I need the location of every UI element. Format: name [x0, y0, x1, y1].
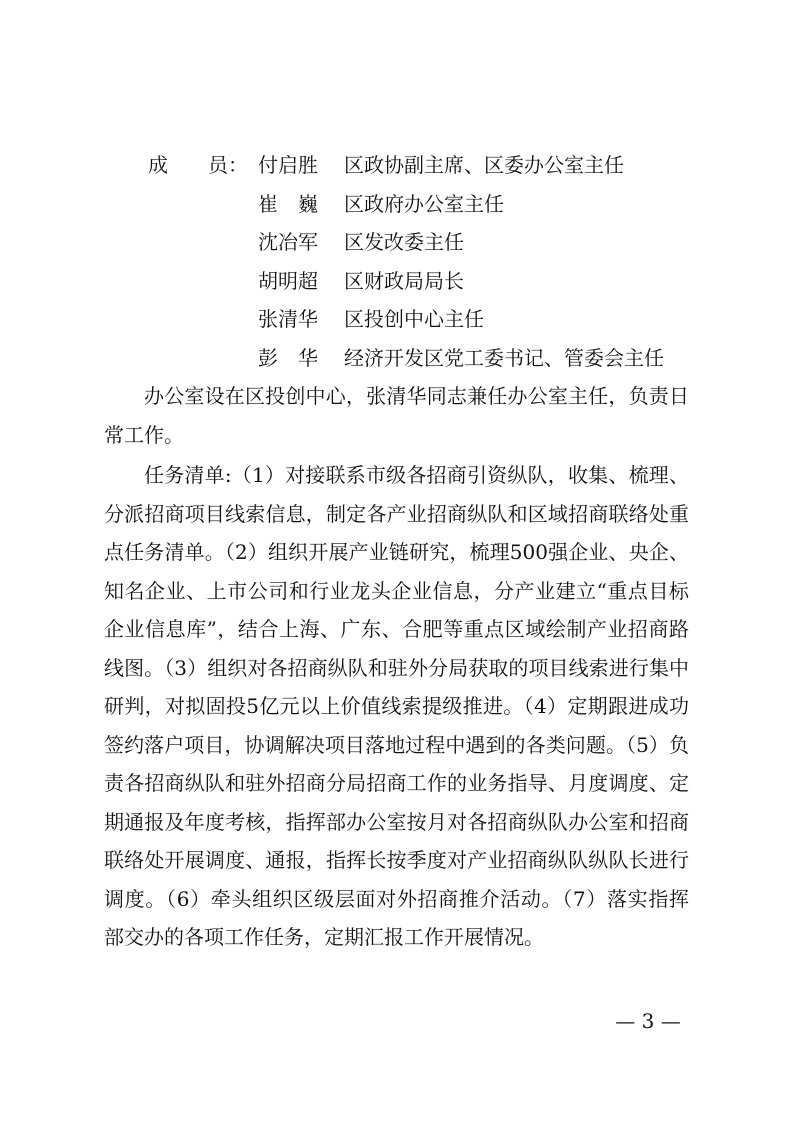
members-label-spacer [148, 300, 258, 339]
member-title: 区发改委主任 [344, 230, 464, 254]
task-list-paragraph: 任务清单:（1）对接联系市级各招商引资纵队，收集、梳理、分派招商项目线索信息，制定各产业招商纵队和区域招商联络处重点任务清单。（2）组织开展产业链研究，梳理500强企业、央企、知名企业、上市公司和行业龙头企业信息，分产业建立“重点目标企业信息库”，结合上海、广东、合肥等重点区域绘制产业招商路线图。（3）组织对各招商纵队和驻外分局获取的项目线索进行集中研判，对拟固投5亿元以上价值线索提级推进。（4）定期跟进成功签约落户项目，协调解决项目落地过程中遇到的各类问题。（5）负责各招商纵队和驻外招商分局招商工作的业务指导、月度调度、定期通报及年度考核，指挥部办公室按月对各招商纵队办公室和招商联络处开展调度、通报，指挥长按季度对产业招商纵队纵队长进行调度。（6）牵头组织区级层面对外招商推介活动。（7）落实指挥部交办的各项工作任务，定期汇报工作开展情况。 [104, 463, 689, 949]
member-row [148, 185, 728, 224]
member-name: 崔 巍 [258, 191, 318, 216]
member-name: 沈冶军 [258, 230, 318, 254]
members-list [148, 146, 728, 377]
members-label-spacer [148, 185, 258, 224]
member-title: 区财政局局长 [344, 268, 464, 293]
member-name: 张清华 [258, 307, 318, 331]
member-title: 经济开发区党工委书记、管委会主任 [344, 345, 664, 370]
member-row [148, 146, 728, 185]
members-label-spacer [148, 339, 258, 378]
members-label: 成 员： [148, 153, 248, 177]
member-title: 区政府办公室主任 [344, 191, 504, 216]
member-title: 区政协副主席、区委办公室主任 [344, 153, 624, 177]
member-row [148, 339, 728, 378]
members-label-spacer [148, 262, 258, 301]
member-title: 区投创中心主任 [344, 307, 484, 331]
member-row [148, 262, 728, 301]
member-name: 彭 华 [258, 345, 318, 370]
members-label-spacer [148, 223, 258, 262]
office-paragraph: 办公室设在区投创中心，张清华同志兼任办公室主任，负责日常工作。 [104, 384, 689, 447]
member-row [148, 223, 728, 262]
member-name: 付启胜 [258, 153, 318, 177]
member-row [148, 300, 728, 339]
page-number: — 3 — [615, 1009, 681, 1033]
member-name: 胡明超 [258, 268, 318, 293]
